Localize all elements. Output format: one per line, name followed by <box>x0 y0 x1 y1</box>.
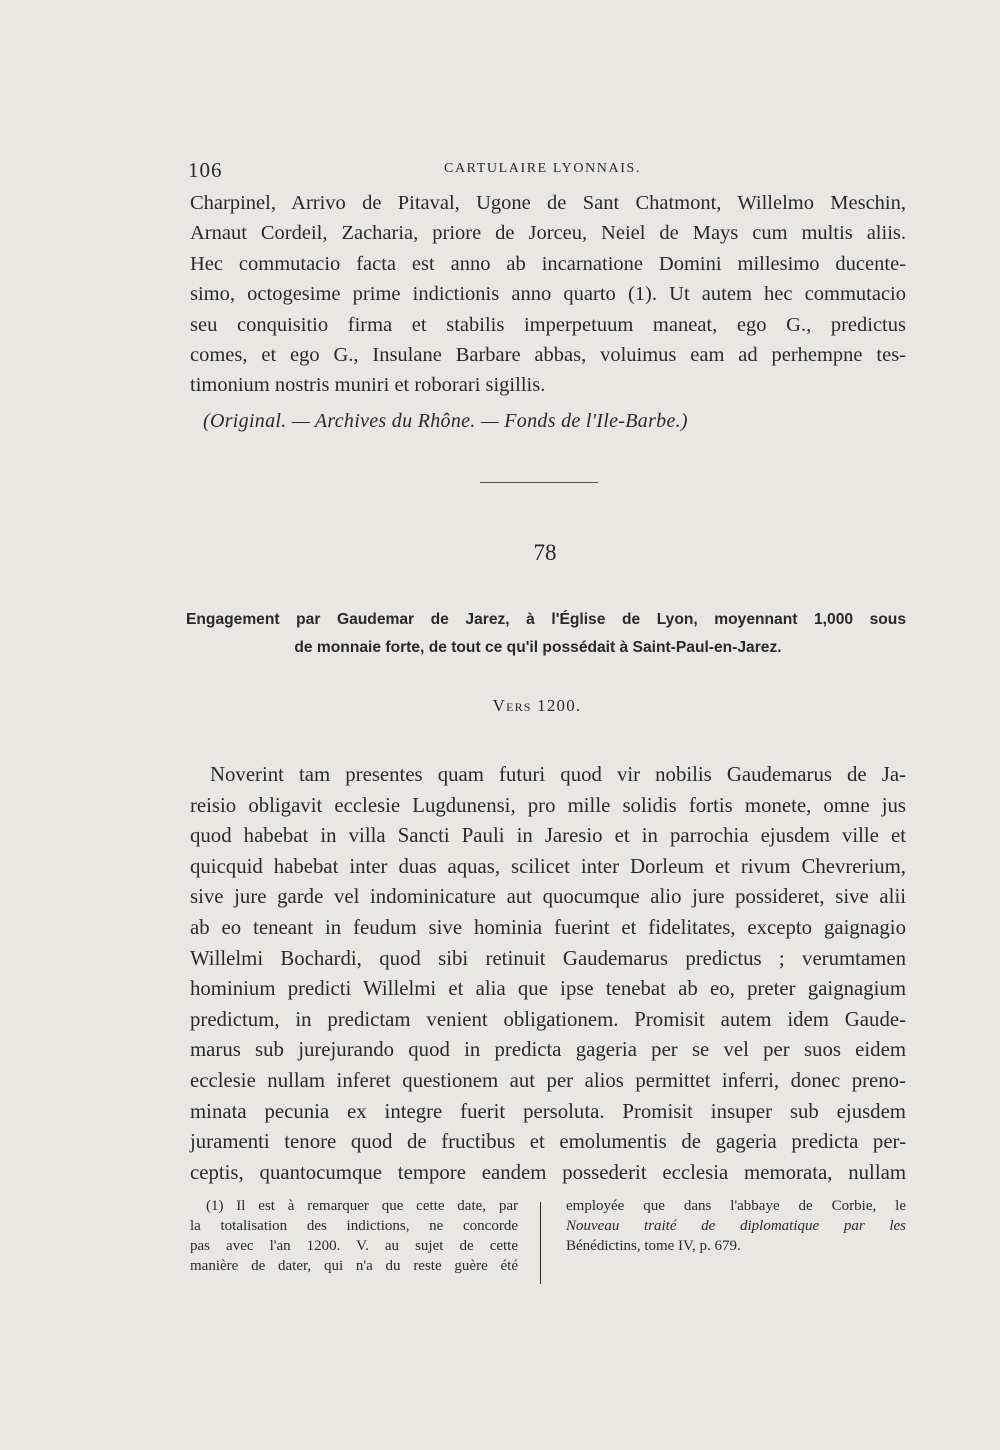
text-line: Arnaut Cordeil, Zacharia, priore de Jorceu, Neiel de Mays cum multis aliis. <box>190 222 906 245</box>
footnote-line: Bénédictins, tome IV, p. 679. <box>566 1238 741 1254</box>
footnote-line: employée que dans l'abbaye de Corbie, le <box>566 1198 906 1214</box>
running-head <box>188 158 908 182</box>
footnote-column-divider <box>540 1202 541 1284</box>
document-body <box>190 760 906 1188</box>
text-line: Hec commutacio facta est anno ab incarnatione Domini millesimo ducente- <box>190 252 906 275</box>
source-note: (Original. — Archives du Rhône. — Fonds de l'Ile-Barbe.) <box>203 410 688 432</box>
text-line: marus sub jurejurando quod in predicta gageria per se vel per suos eidem <box>190 1038 906 1062</box>
document-heading <box>186 606 906 662</box>
footnote-line: manière de dater, qui n'a du reste guère été <box>190 1258 518 1274</box>
footnote-right-column <box>566 1196 906 1256</box>
text-line: quicquid habebat inter duas aquas, scilicet inter Dorleum et rivum Chevrerium, <box>190 854 906 878</box>
running-title: CARTULAIRE LYONNAIS. <box>444 161 641 176</box>
document-number: 78 <box>533 540 557 565</box>
text-line: ceptis, quantocumque tempore eandem possederit ecclesia memorata, nullam <box>190 1160 906 1184</box>
text-line: quod habebat in villa Sancti Pauli in Jaresio et in parrochia ejusdem ville et <box>190 824 906 848</box>
text-line: ab eo teneant in feudum sive hominia fuerint et fidelitates, excepto gaignagio <box>190 915 906 939</box>
continuation-text <box>190 188 906 401</box>
text-line: reisio obligavit ecclesie Lugdunensi, pro mille solidis fortis monete, omne jus <box>190 793 906 817</box>
text-line: Noverint tam presentes quam futuri quod vir nobilis Gaudemarus de Ja- <box>210 763 906 786</box>
footnotes <box>190 1196 908 1286</box>
text-line: comes, et ego G., Insulane Barbare abbas, voluimus eam ad perhempne tes- <box>190 344 906 367</box>
document-date: Vers 1200. <box>492 696 582 715</box>
text-line: timonium nostris muniri et roborari sigillis. <box>190 374 546 397</box>
text-line: hominium predicti Willelmi et alia que ipse tenebat ab eo, preter gaignagium <box>190 977 906 1001</box>
text-line: minata pecunia ex integre fuerit persoluta. Promisit insuper sub ejusdem <box>190 1099 906 1123</box>
text-line: sive jure garde vel indominicature aut quocumque alio jure possideret, sive alii <box>190 885 906 909</box>
text-line: predictum, in predictam venient obligationem. Promisit autem idem Gaude- <box>190 1007 906 1031</box>
footnote-line: (1) Il est à remarquer que cette date, par <box>206 1198 518 1214</box>
heading-line: Engagement par Gaudemar de Jarez, à l'Église de Lyon, moyennant 1,000 sous <box>186 611 906 628</box>
footnote-left-column <box>190 1196 518 1276</box>
text-line: Willelmi Bochardi, quod sibi retinuit Gaudemarus predictus ; verumtamen <box>190 946 906 970</box>
footnote-line: Nouveau traité de diplomatique par les <box>566 1218 906 1234</box>
text-line: simo, octogesime prime indictionis anno quarto (1). Ut autem hec commutacio <box>190 283 906 306</box>
text-line: seu conquisitio firma et stabilis imperpetuum maneat, ego G., predictus <box>190 313 906 336</box>
section-divider <box>480 482 598 483</box>
footnote-line: la totalisation des indictions, ne concorde <box>190 1218 518 1234</box>
footnote-line: pas avec l'an 1200. V. au sujet de cette <box>190 1238 518 1254</box>
heading-line: de monnaie forte, de tout ce qu'il possédait à Saint-Paul-en-Jarez. <box>294 639 782 656</box>
text-line: ecclesie nullam inferet questionem aut per alios permittet inferri, donec preno- <box>190 1068 906 1092</box>
page-number: 106 <box>188 158 223 182</box>
text-line: Charpinel, Arrivo de Pitaval, Ugone de Sant Chatmont, Willelmo Meschin, <box>190 192 906 214</box>
text-line: juramenti tenore quod de fructibus et emolumentis de gageria predicta per- <box>190 1130 906 1154</box>
